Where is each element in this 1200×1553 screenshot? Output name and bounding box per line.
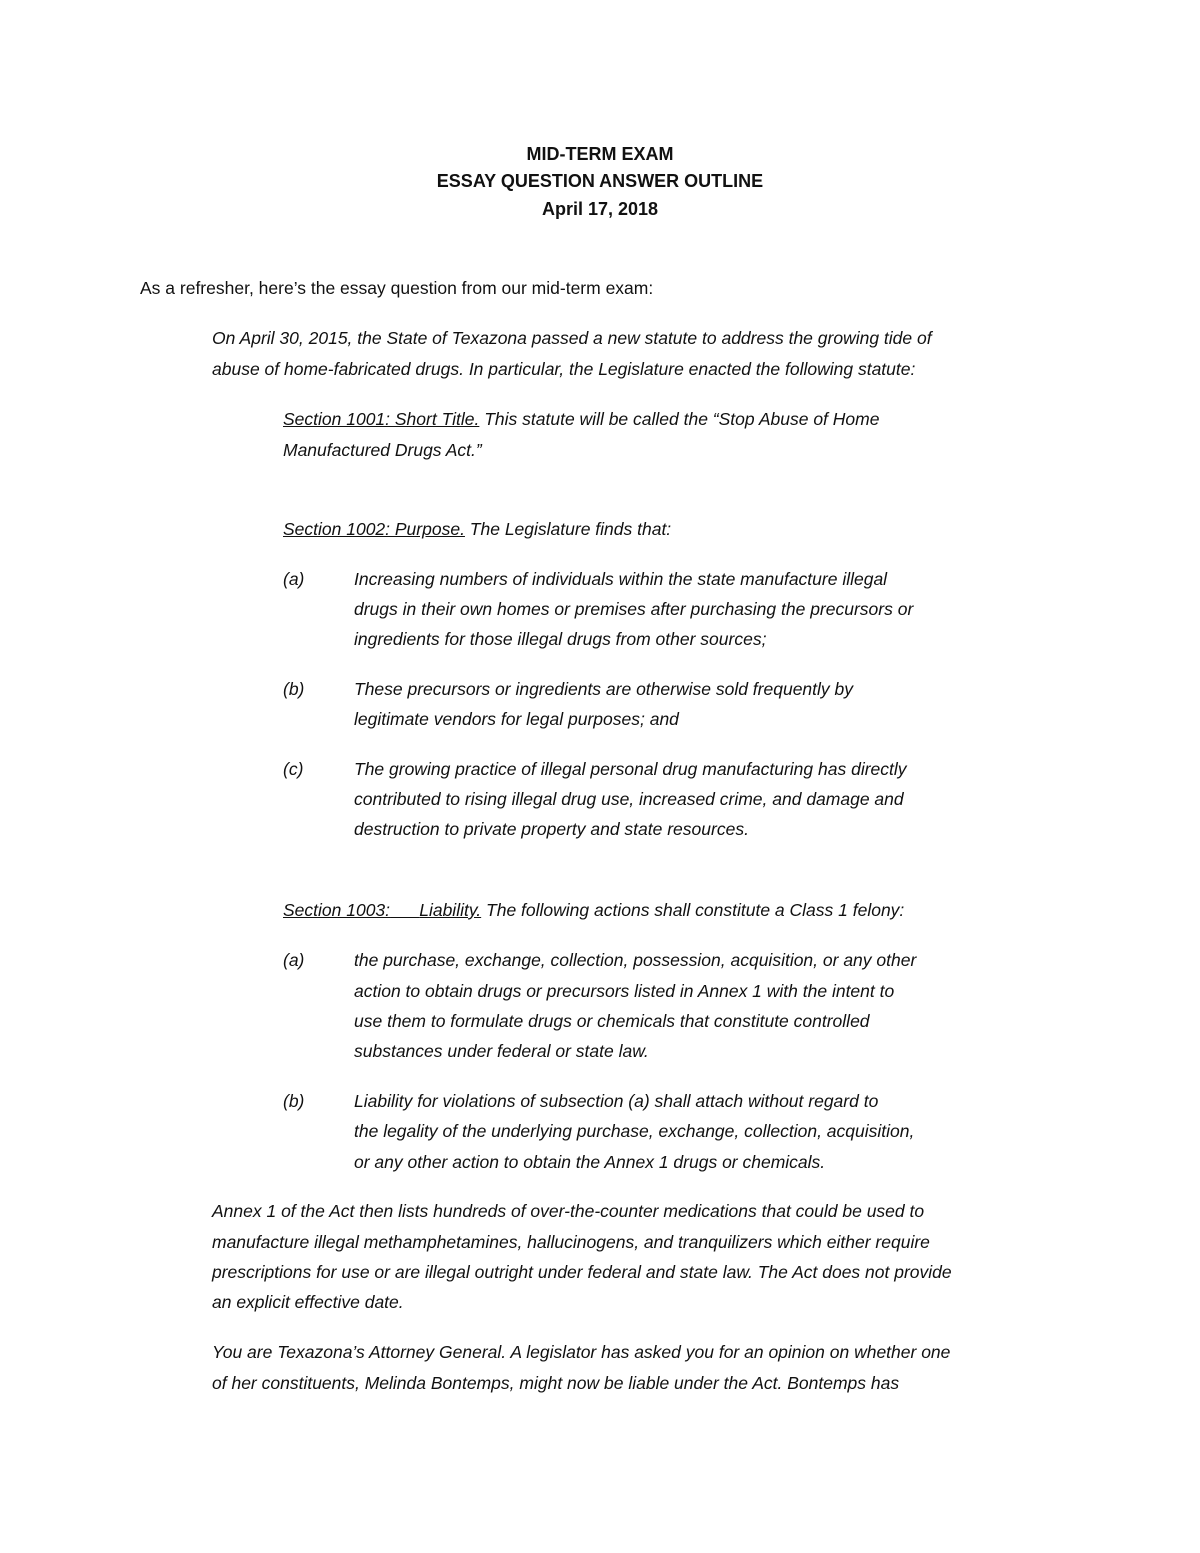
s1003-b-line3: or any other action to obtain the Annex 1 drugs or chemicals.	[354, 1152, 826, 1172]
s1002-a-line3: ingredients for those illegal drugs from other sources;	[354, 629, 767, 649]
exam-title: MID-TERM EXAM	[526, 144, 674, 164]
s1003-a-line3: use them to formulate drugs or chemicals that constitute controlled	[354, 1011, 870, 1031]
section-1002-heading: Section 1002: Purpose.	[283, 519, 465, 539]
s1002-a-line1: Increasing numbers of individuals within the state manufacture illegal	[354, 569, 888, 589]
annex-line4: an explicit effective date.	[212, 1292, 404, 1312]
section-1001-text: This statute will be called the “Stop Abuse of Home	[479, 409, 880, 429]
annex-line1: Annex 1 of the Act then lists hundreds of over-the-counter medications that could be used to	[212, 1201, 925, 1221]
section-1003	[283, 900, 904, 921]
s1003-b-line1: Liability for violations of subsection (a) shall attach without regard to	[354, 1091, 879, 1111]
section-1001	[283, 409, 879, 430]
s1002-c-line2: contributed to rising illegal drug use, increased crime, and damage and	[354, 789, 904, 809]
s1002-a-label: (a)	[283, 569, 305, 589]
s1002-c-line3: destruction to private property and state resources.	[354, 819, 749, 839]
exam-date: April 17, 2018	[541, 199, 659, 219]
question-para1-line2: abuse of home-fabricated drugs. In particular, the Legislature enacted the following statute:	[212, 359, 916, 379]
s1003-a-label: (a)	[283, 950, 305, 970]
s1002-b-line1: These precursors or ingredients are otherwise sold frequently by	[354, 679, 853, 699]
final-line2: of her constituents, Melinda Bontemps, might now be liable under the Act. Bontemps has	[212, 1373, 900, 1393]
section-1001-heading: Section 1001: Short Title.	[283, 409, 480, 429]
section-1002-text: The Legislature finds that:	[464, 519, 672, 539]
section-1003-text: The following actions shall constitute a Class 1 felony:	[481, 900, 905, 920]
s1002-b-label: (b)	[283, 679, 305, 699]
s1003-a-line1: the purchase, exchange, collection, possession, acquisition, or any other	[354, 950, 917, 970]
section-1001-line2: Manufactured Drugs Act.”	[283, 440, 482, 460]
s1003-a-line4: substances under federal or state law.	[354, 1041, 649, 1061]
intro-text: As a refresher, here’s the essay question from our mid-term exam:	[140, 278, 654, 298]
s1002-c-line1: The growing practice of illegal personal drug manufacturing has directly	[354, 759, 907, 779]
section-1003-heading: Section 1003: Liability.	[283, 900, 482, 920]
annex-line3: prescriptions for use or are illegal outright under federal and state law. The Act does not provide	[212, 1262, 952, 1282]
final-line1: You are Texazona’s Attorney General. A legislator has asked you for an opinion on whether one	[212, 1342, 951, 1362]
outline-title: ESSAY QUESTION ANSWER OUTLINE	[436, 171, 764, 191]
s1002-a-line2: drugs in their own homes or premises after purchasing the precursors or	[354, 599, 914, 619]
s1002-c-label: (c)	[283, 759, 304, 779]
section-1002	[283, 519, 671, 540]
question-para1-line1: On April 30, 2015, the State of Texazona passed a new statute to address the growing tide of	[212, 328, 932, 348]
annex-line2: manufacture illegal methamphetamines, hallucinogens, and tranquilizers which either require	[212, 1232, 930, 1252]
s1003-a-line2: action to obtain drugs or precursors listed in Annex 1 with the intent to	[354, 981, 895, 1001]
s1002-b-line2: legitimate vendors for legal purposes; and	[354, 709, 679, 729]
s1003-b-label: (b)	[283, 1091, 305, 1111]
s1003-b-line2: the legality of the underlying purchase, exchange, collection, acquisition,	[354, 1121, 915, 1141]
